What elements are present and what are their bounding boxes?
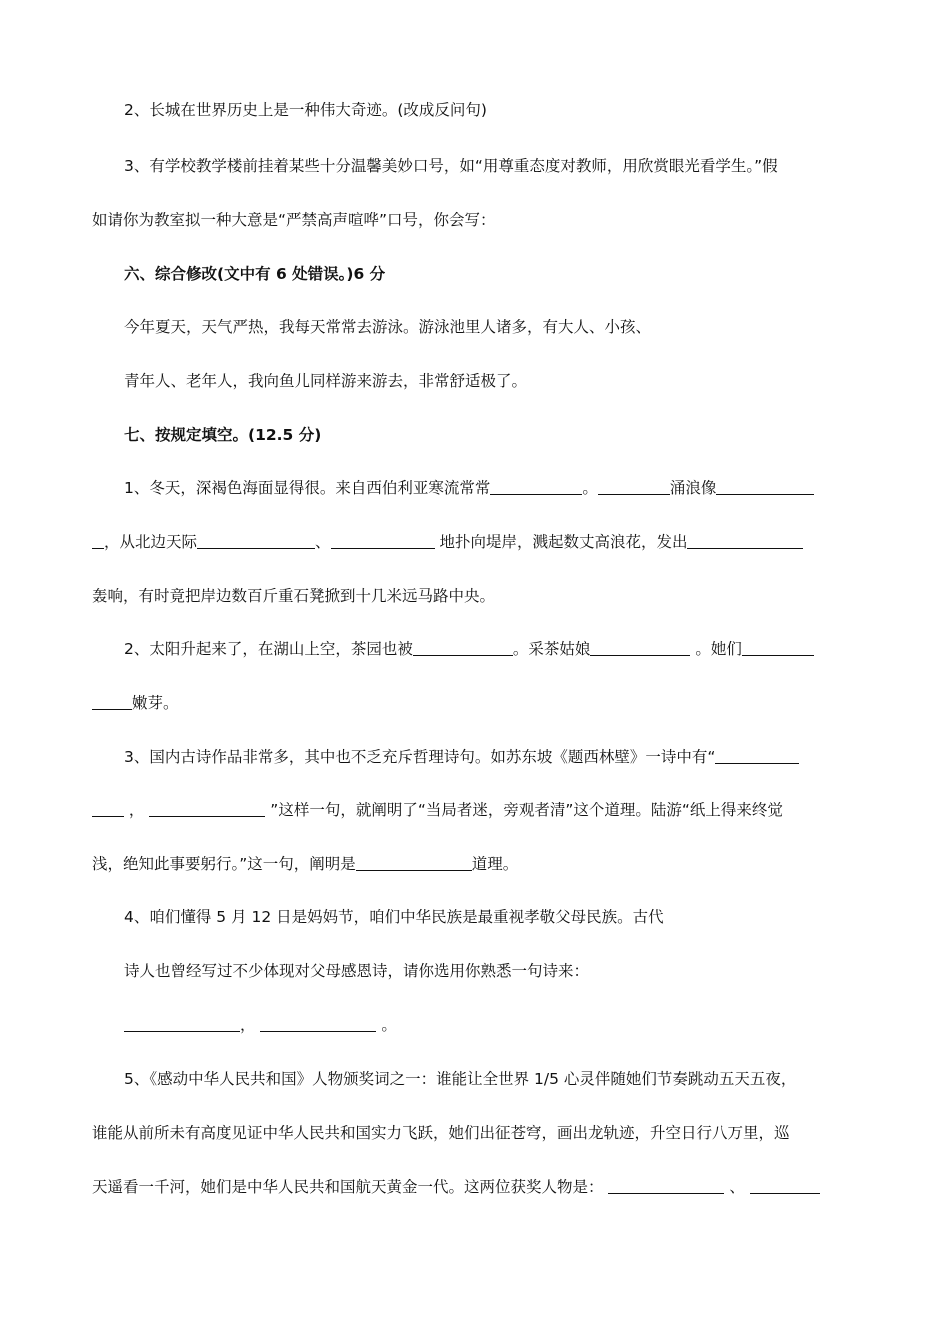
fill3-text-e: 道理。 (471, 855, 519, 873)
fill2-line2 (92, 692, 179, 714)
fill1-text-e: 、 (315, 533, 331, 551)
fill1-text-f: 地扑向堤岸，溅起数丈高浪花，发出 (434, 533, 688, 551)
fill4-line3 (124, 1014, 397, 1036)
fill2-text-c: 。她们 (690, 640, 742, 658)
item-q3-line1: 3、有学校教学楼前挂着某些十分温馨美妙口号，如“用尊重态度对教师，用欣赏眼光看学生。”假 (124, 157, 778, 175)
fill5-text-a: 天遥看一千河，她们是中华人民共和国航天黄金一代。这两位获奖人物是： (92, 1178, 604, 1196)
fill1-text-d: ，从北边天际 (104, 533, 198, 551)
section-7-heading: 七、按规定填空。(12.5 分) (124, 426, 322, 444)
fill3-text-a: 3、国内古诗作品非常多，其中也不乏充斥哲理诗句。如苏东坡《题西林壁》一诗中有“ (124, 748, 716, 766)
fill5-text-b: 、 (724, 1178, 745, 1196)
fill1-line2 (92, 531, 803, 553)
fill2-line1 (124, 638, 814, 660)
section-6-line2: 青年人、老年人，我向鱼儿同样游来游去，非常舒适极了。 (124, 372, 528, 390)
fill1-line3: 轰响，有时竟把岸边数百斤重石凳掀到十几米远马路中央。 (92, 587, 496, 605)
fill3-line1 (124, 746, 799, 768)
fill-blank[interactable] (598, 478, 670, 495)
fill-blank[interactable] (413, 639, 513, 656)
fill-blank[interactable] (590, 639, 690, 656)
section-6-line1: 今年夏天，天气严热，我每天常常去游泳。游泳池里人诸多，有大人、小孩、 (124, 318, 652, 336)
fill-blank[interactable] (260, 1015, 376, 1032)
fill-blank[interactable] (197, 532, 315, 549)
fill5-line2: 谁能从前所未有高度见证中华人民共和国实力飞跃，她们出征苍穹，画出龙轨迹，升空日行八万里，巡 (92, 1124, 790, 1142)
fill-blank[interactable] (716, 478, 814, 495)
fill-blank[interactable] (92, 693, 132, 710)
fill3-line2 (92, 799, 783, 821)
fill-blank[interactable] (149, 800, 265, 817)
fill2-text-a: 2、太阳升起来了，在湖山上空，茶园也被 (124, 640, 413, 658)
fill-blank[interactable] (687, 532, 803, 549)
fill4-text-b: 。 (376, 1016, 397, 1034)
fill-blank[interactable] (715, 747, 799, 764)
fill2-text-d: 嫩芽。 (132, 694, 179, 712)
fill4-text-a: ， (240, 1016, 256, 1034)
fill-blank[interactable] (356, 854, 472, 871)
item-q3-line2: 如请你为教室拟一种大意是“严禁高声喧哗”口号，你会写： (92, 211, 496, 229)
fill1-line1 (124, 477, 814, 499)
fill3-line3 (92, 853, 518, 875)
fill-blank[interactable] (608, 1177, 724, 1194)
fill4-line1: 4、咱们懂得 5 月 12 日是妈妈节，咱们中华民族是最重视孝敬父母民族。古代 (124, 908, 664, 926)
section-6-heading: 六、综合修改(文中有 6 处错误。)6 分 (124, 265, 386, 283)
fill2-text-b: 。采茶姑娘 (512, 640, 591, 658)
fill1-text-c: 涌浪像 (669, 479, 717, 497)
fill1-text-a: 1、冬天，深褐色海面显得很。来自西伯利亚寒流常常 (124, 479, 491, 497)
fill-blank[interactable] (124, 1015, 240, 1032)
fill1-text-b: 。 (582, 479, 598, 497)
fill3-text-c: ”这样一句，就阐明了“当局者迷，旁观者清”这个道理。陆游“纸上得来终觉 (265, 801, 783, 819)
fill-blank[interactable] (490, 478, 582, 495)
fill5-line1: 5、《感动中华人民共和国》人物颁奖词之一：谁能让全世界 1/5 心灵伴随她们节奏跳动五天五夜， (124, 1070, 797, 1088)
fill-blank[interactable] (742, 639, 814, 656)
fill3-text-b: ， (124, 801, 145, 819)
fill-blank[interactable] (331, 532, 435, 549)
fill-blank[interactable] (750, 1177, 820, 1194)
fill4-line2: 诗人也曾经写过不少体现对父母感恩诗，请你选用你熟悉一句诗来： (124, 962, 590, 980)
fill3-text-d: 浅，绝知此事要躬行。”这一句，阐明是 (92, 855, 356, 873)
item-q2: 2、长城在世界历史上是一种伟大奇迹。(改成反问句) (124, 101, 487, 119)
fill-blank[interactable] (92, 532, 104, 549)
fill5-line3 (92, 1176, 820, 1198)
fill-blank[interactable] (92, 800, 124, 817)
